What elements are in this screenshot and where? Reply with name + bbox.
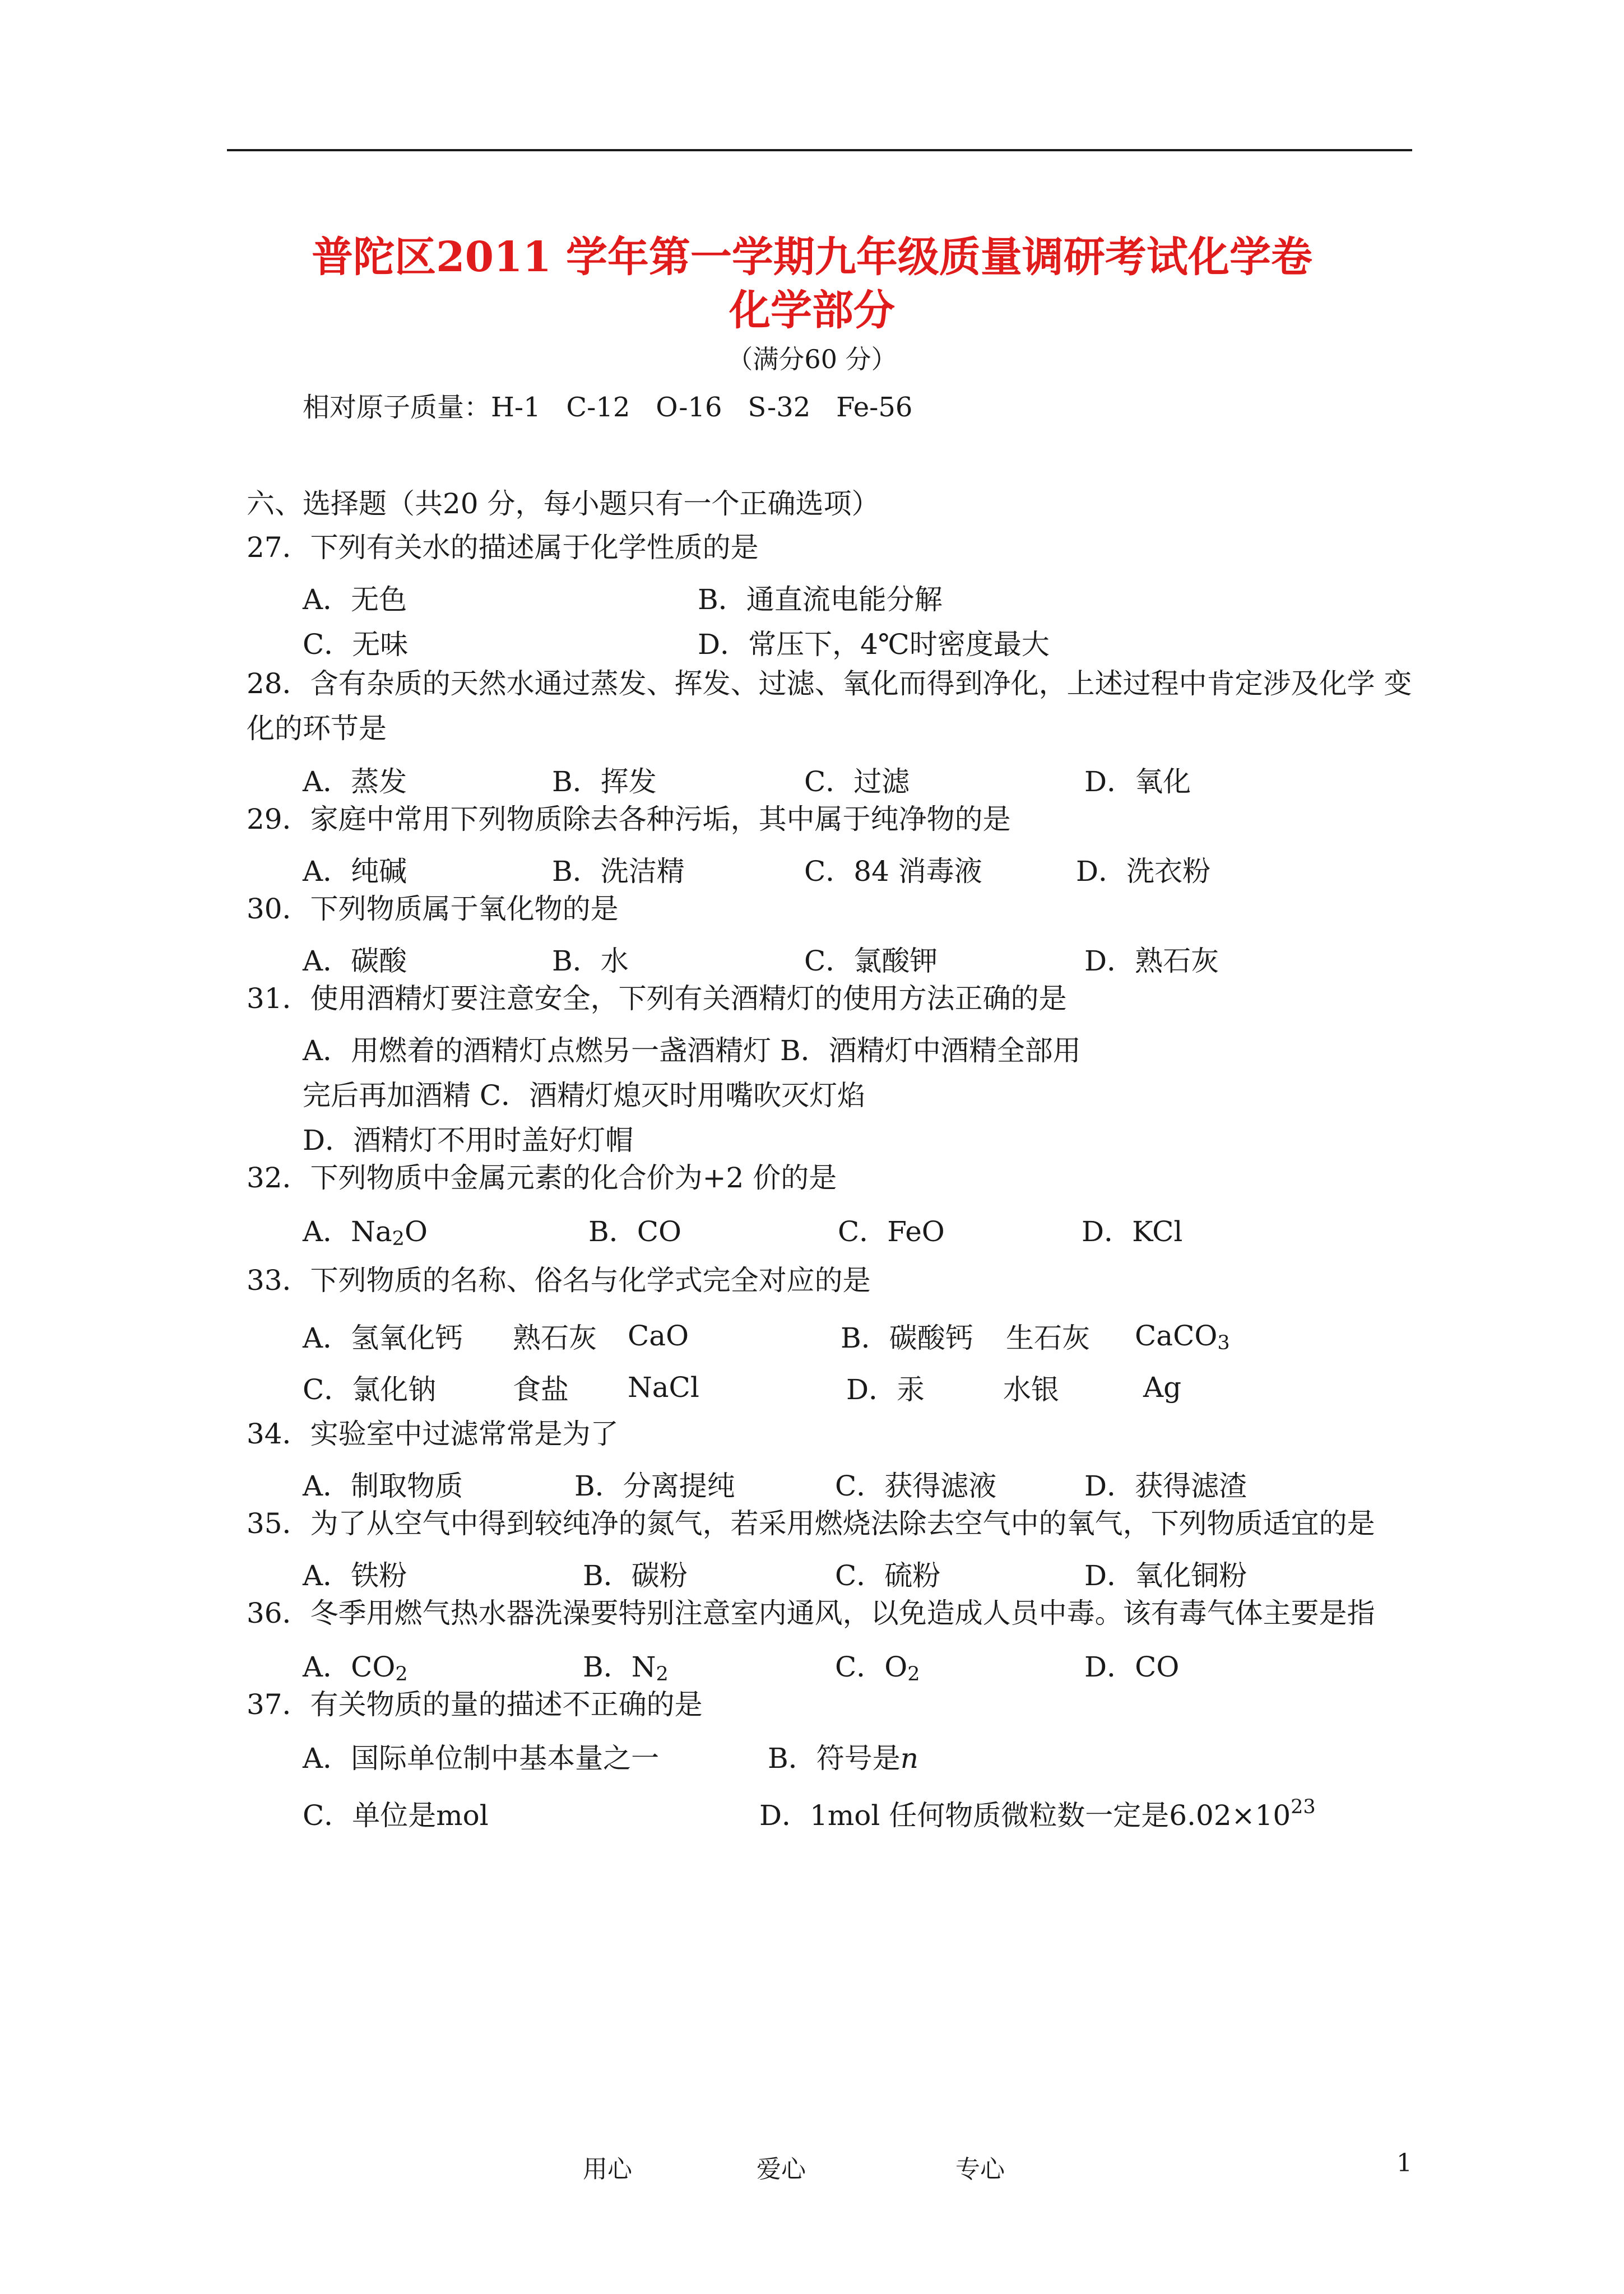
q27-option-c: C．无味 — [303, 628, 409, 661]
q36-option-b: B．$N_2$ — [583, 1651, 669, 1685]
q36-option-c: C．$O_2$ — [835, 1651, 920, 1685]
q35-stem: 35．为了从空气中得到较纯净的氮气，若采用燃烧法除去空气中的氧气，下列物质适宜的是 — [247, 1507, 1375, 1540]
q33-option-a-name: A．氢氧化钙 — [303, 1322, 463, 1354]
q28-option-c: C．过滤 — [804, 765, 910, 798]
q28-option-b: B．挥发 — [552, 765, 657, 798]
q34-option-d: D．获得滤渣 — [1084, 1470, 1247, 1502]
q33-option-a-common: 熟石灰 — [513, 1322, 597, 1354]
q37-option-d: D．1mol 任何物质微粒数一定是$6.02\times 10^{23}$ — [759, 1796, 1316, 1832]
footer-yongxin: 用心 — [583, 2155, 632, 2184]
q32-stem: 32．下列物质中金属元素的化合价为+2 价的是 — [247, 1162, 837, 1194]
header-rule — [227, 149, 1412, 151]
q37-option-b: B．符号是n — [768, 1742, 918, 1775]
q35-option-d: D．氧化铜粉 — [1084, 1559, 1247, 1592]
q30-stem: 30．下列物质属于氧化物的是 — [247, 893, 619, 925]
q32-option-a: A．$Na_2O$ — [303, 1215, 428, 1250]
q33-option-c-name: C．氯化钠 — [303, 1373, 437, 1406]
q36-option-a: A．$CO_2$ — [303, 1651, 408, 1685]
q27-option-d: D．常压下，4℃时密度最大 — [698, 628, 1050, 661]
q37-option-c: C．单位是mol — [303, 1799, 489, 1832]
q27-stem: 27．下列有关水的描述属于化学性质的是 — [247, 531, 759, 564]
q33-option-b-common: 生石灰 — [1006, 1322, 1090, 1354]
q29-option-c: C．84 消毒液 — [804, 855, 982, 888]
q31-options-line1: A．用燃着的酒精灯点燃另一盏酒精灯 B．酒精灯中酒精全部用 — [303, 1034, 1081, 1067]
q29-option-d: D．洗衣粉 — [1076, 855, 1211, 888]
q30-option-a: A．碳酸 — [303, 945, 407, 977]
q34-option-a: A．制取物质 — [303, 1470, 463, 1502]
q30-option-b: B．水 — [552, 945, 629, 977]
q36-option-d: D．CO — [1084, 1651, 1180, 1683]
q33-option-c-formula: NaCl — [628, 1371, 699, 1404]
full-score: （满分60 分） — [727, 344, 897, 374]
q33-option-a-formula: CaO — [628, 1320, 689, 1352]
q32-option-b: B．CO — [588, 1215, 681, 1248]
q35-option-c: C．硫粉 — [835, 1559, 941, 1592]
footer-aixin: 爱心 — [757, 2155, 806, 2184]
q28-stem-line2: 化的环节是 — [247, 712, 387, 745]
footer-zhuanxin: 专心 — [955, 2155, 1005, 2184]
q33-option-b-formula: CaCO$_3$ — [1135, 1320, 1230, 1354]
q34-option-b: B．分离提纯 — [574, 1470, 735, 1502]
q28-option-a: A．蒸发 — [303, 765, 407, 798]
q32-option-d: D．KCl — [1082, 1215, 1183, 1248]
exam-title: 普陀区2011 学年第一学期九年级质量调研考试化学卷 — [312, 233, 1312, 281]
atomic-masses: 相对原子质量：H-1 C-12 O-16 S-32 Fe-56 — [303, 392, 913, 423]
q30-option-d: D．熟石灰 — [1084, 945, 1219, 977]
q33-option-d-formula: Ag — [1143, 1371, 1182, 1404]
section-heading: 六、选择题（共20 分，每小题只有一个正确选项） — [247, 487, 880, 520]
q33-stem: 33．下列物质的名称、俗名与化学式完全对应的是 — [247, 1264, 871, 1297]
q37-stem: 37．有关物质的量的描述不正确的是 — [247, 1688, 703, 1721]
q32-option-c: C．FeO — [838, 1215, 945, 1248]
q28-stem-line1: 28．含有杂质的天然水通过蒸发、挥发、过滤、氧化而得到净化，上述过程中肯定涉及化学 变 — [247, 667, 1412, 700]
q31-stem: 31．使用酒精灯要注意安全，下列有关酒精灯的使用方法正确的是 — [247, 982, 1067, 1015]
q31-options-line2: 完后再加酒精 C．酒精灯熄灭时用嘴吹灭灯焰 — [303, 1079, 866, 1112]
q29-option-b: B．洗洁精 — [552, 855, 685, 888]
q27-option-b: B．通直流电能分解 — [698, 583, 943, 616]
q30-option-c: C．氯酸钾 — [804, 945, 938, 977]
q33-option-d-common: 水银 — [1003, 1373, 1059, 1406]
q35-option-b: B．碳粉 — [583, 1559, 688, 1592]
exam-subtitle: 化学部分 — [729, 286, 895, 335]
q35-option-a: A．铁粉 — [303, 1559, 407, 1592]
q37-option-a: A．国际单位制中基本量之一 — [303, 1742, 660, 1775]
q31-options-line3: D．酒精灯不用时盖好灯帽 — [303, 1124, 634, 1157]
q36-stem: 36．冬季用燃气热水器洗澡要特别注意室内通风，以免造成人员中毒。该有毒气体主要是指 — [247, 1597, 1375, 1629]
q34-option-c: C．获得滤液 — [835, 1470, 997, 1502]
q33-option-b-name: B．碳酸钙 — [841, 1322, 973, 1354]
symbol-n: n — [900, 1742, 918, 1775]
page-number: 1 — [1396, 2149, 1412, 2177]
q33-option-c-common: 食盐 — [513, 1373, 569, 1406]
q34-stem: 34．实验室中过滤常常是为了 — [247, 1418, 619, 1450]
q28-option-d: D．氧化 — [1084, 765, 1191, 798]
q29-stem: 29．家庭中常用下列物质除去各种污垢，其中属于纯净物的是 — [247, 803, 1011, 835]
q27-option-a: A．无色 — [303, 583, 407, 616]
q29-option-a: A．纯碱 — [303, 855, 407, 888]
q33-option-d-name: D．汞 — [846, 1373, 925, 1406]
